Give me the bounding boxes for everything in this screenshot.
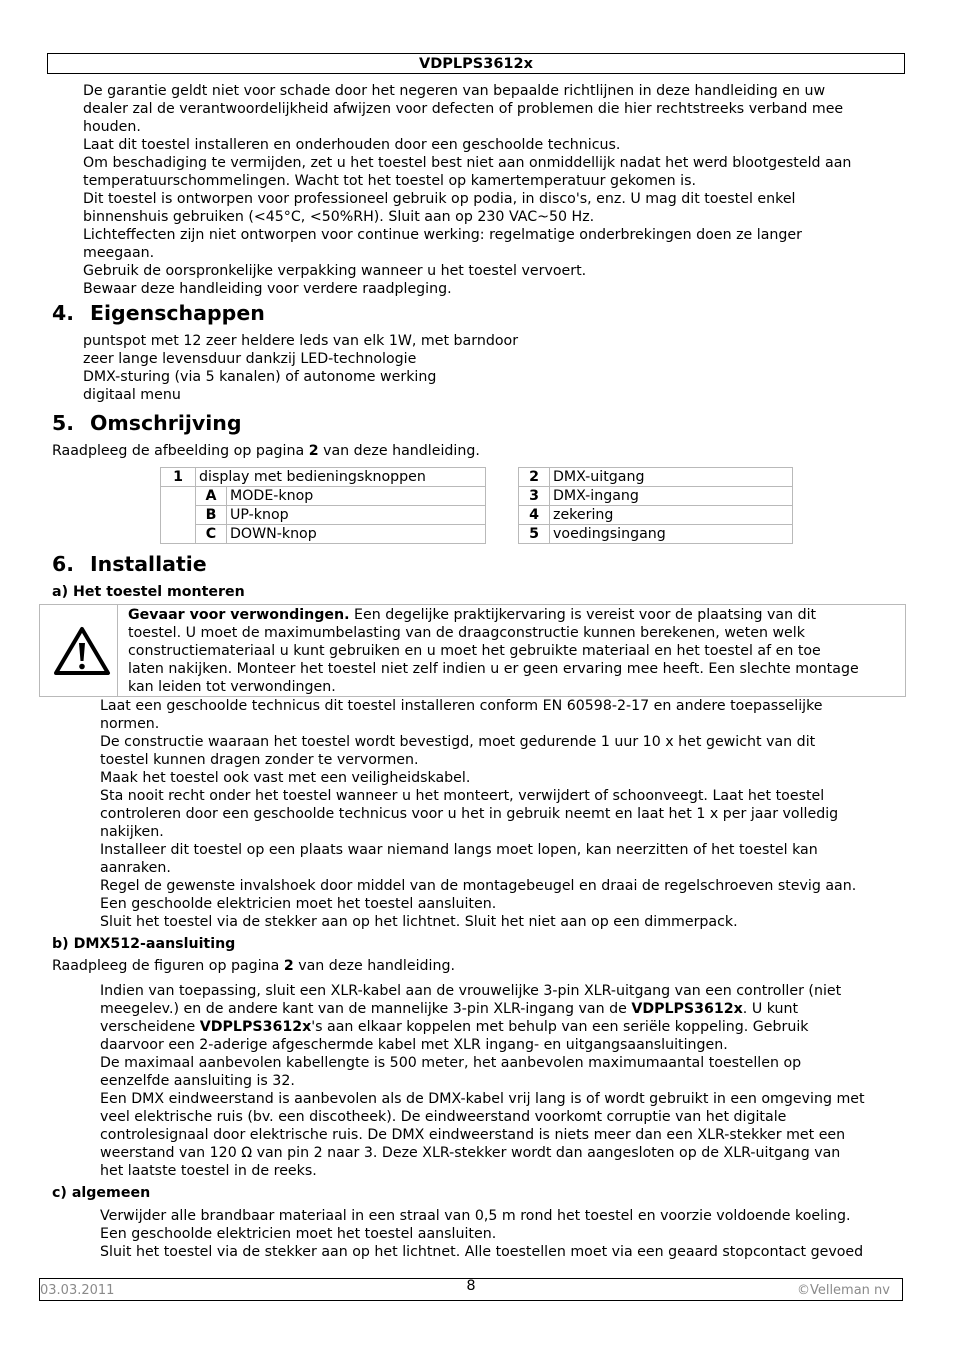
mounting-instructions [100, 697, 856, 931]
ref-text: Raadpleeg de afbeelding op pagina [52, 443, 309, 459]
text-line: De maximaal aanbevolen kabellengte is 500 meter, het aanbevolen maximumaantal toestellen op [100, 1055, 802, 1071]
page-footer [39, 1278, 903, 1301]
dmx-reference [52, 957, 455, 975]
part-letter: B [196, 506, 227, 525]
part-description: MODE-knop [227, 487, 486, 506]
text-line: Indien van toepassing, sluit een XLR-kabel aan de vrouwelijke 3-pin XLR-uitgang van een controller (niet [100, 983, 842, 999]
section-number: 5. [52, 411, 75, 435]
warning-text-line: Een degelijke praktijkervaring is vereist voor de plaatsing van dit [349, 607, 817, 623]
text-line: weerstand van 120 Ω van pin 2 naar 3. Deze XLR-stekker wordt dan aangesloten op de XLR-uitgang van [100, 1145, 841, 1161]
text-line: De constructie waaraan het toestel wordt bevestigd, moet gedurende 1 uur 10 x het gewicht van dit [100, 734, 816, 750]
part-number: 1 [161, 468, 196, 487]
text-line: Een DMX eindweerstand is aanbevolen als de DMX-kabel vrij lang is of wordt gebruikt in een omgeving met [100, 1091, 865, 1107]
text-line: Verwijder alle brandbaar materiaal in een straal van 0,5 m rond het toestel en voorzie voldoende koeling. [100, 1208, 851, 1224]
table-row [519, 487, 793, 506]
text-line: . U kunt [742, 1001, 799, 1017]
text-line: eenzelfde aansluiting is 32. [100, 1073, 295, 1089]
part-description: zekering [550, 506, 793, 525]
text-line: Laat een geschoolde technicus dit toestel installeren conform EN 60598-2-17 en andere toepasselijke [100, 698, 823, 714]
model-name: VDPLPS3612x [631, 1001, 743, 1017]
text-line: binnenshuis gebruiken (<45°C, <50%RH). Sluit aan op 230 VAC~50 Hz. [83, 209, 595, 225]
text-line: aanraken. [100, 860, 171, 876]
text-line: Gebruik de oorspronkelijke verpakking wanneer u het toestel vervoert. [83, 263, 587, 279]
general-instructions [100, 1207, 863, 1261]
section-number: 4. [52, 301, 75, 325]
table-row [519, 525, 793, 544]
text-line: dealer zal de verantwoordelijkheid afwijzen voor defecten of problemen die hier rechtstreeks verband mee [83, 101, 844, 117]
section-4-heading [52, 301, 265, 325]
text-line: Maak het toestel ook vast met een veiligheidskabel. [100, 770, 471, 786]
table-row [161, 487, 486, 506]
text-line: daarvoor een 2-aderige afgeschermde kabel met XLR ingang- en uitgangsaansluitingen. [100, 1037, 728, 1053]
warning-triangle-icon [53, 626, 111, 676]
warning-text-line: kan leiden tot verwondingen. [128, 679, 336, 695]
text-line: Installeer dit toestel op een plaats waar niemand langs moet lopen, kan neerzitten of het toestel kan [100, 842, 818, 858]
text-line: Bewaar deze handleiding voor verdere raadpleging. [83, 281, 452, 297]
part-number [161, 525, 196, 544]
text-line: normen. [100, 716, 160, 732]
subsection-a-heading: a) Het toestel monteren [52, 584, 245, 600]
warning-title: Gevaar voor verwondingen. [128, 607, 350, 623]
text-line: Een geschoolde elektricien moet het toestel aansluiten. [100, 1226, 497, 1242]
feature-item: DMX-sturing (via 5 kanalen) of autonome werking [83, 369, 437, 385]
text-line: Een geschoolde elektricien moet het toestel aansluiten. [100, 896, 497, 912]
section-title: Eigenschappen [90, 301, 265, 325]
part-description: UP-knop [227, 506, 486, 525]
section-title: Installatie [90, 552, 207, 576]
table-row [161, 468, 486, 487]
ref-page-number: 2 [308, 443, 319, 459]
subsection-c-heading: c) algemeen [52, 1185, 151, 1201]
warning-text-line: laten nakijken. Monteer het toestel niet zelf indien u er geen ervaring mee heeft. Een slechte montage [128, 661, 859, 677]
text-line: toestel kunnen dragen zonder te vervormen. [100, 752, 419, 768]
feature-item: puntspot met 12 zeer heldere leds van elk 1W, met barndoor [83, 333, 519, 349]
footer-date: 03.03.2011 [40, 1283, 115, 1298]
ref-page-number: 2 [283, 958, 294, 974]
part-description: DMX-uitgang [550, 468, 793, 487]
parts-table-left [160, 467, 486, 544]
part-letter: C [196, 525, 227, 544]
part-number: 4 [519, 506, 550, 525]
dmx-instructions [100, 982, 865, 1180]
section-5-heading [52, 411, 242, 435]
text-line: nakijken. [100, 824, 164, 840]
text-line: controlesignaal door elektrische ruis. De DMX eindweerstand is niets meer dan een XLR-stekker met een [100, 1127, 846, 1143]
text-line: Sluit het toestel via de stekker aan op het lichtnet. Alle toestellen moet via een geaard stopcontact gevoed [100, 1244, 864, 1260]
parts-table-right [518, 467, 793, 544]
document-header [47, 53, 905, 74]
intro-text [83, 82, 851, 298]
description-reference [52, 442, 480, 460]
text-line: Sta nooit recht onder het toestel wanneer u het monteert, verwijdert of schoonveegt. Laat het toestel [100, 788, 825, 804]
table-row [519, 468, 793, 487]
part-description: DMX-ingang [550, 487, 793, 506]
text-line: 's aan elkaar koppelen met behulp van een seriële koppeling. Gebruik [311, 1019, 809, 1035]
text-line: meegaan. [83, 245, 155, 261]
part-number [161, 487, 196, 506]
text-line: Sluit het toestel via de stekker aan op het lichtnet. Sluit het niet aan op een dimmerpack. [100, 914, 738, 930]
text-line: temperatuurschommelingen. Wacht tot het toestel op kamertemperatuur gekomen is. [83, 173, 697, 189]
table-row [161, 506, 486, 525]
text-line: Lichteffecten zijn niet ontworpen voor continue werking: regelmatige onderbrekingen doen ze langer [83, 227, 802, 243]
text-line: Regel de gewenste invalshoek door middel van de montagebeugel en draai de regelschroeven stevig aan. [100, 878, 857, 894]
part-description: voedingsingang [550, 525, 793, 544]
section-number: 6. [52, 552, 75, 576]
ref-text: van deze handleiding. [293, 958, 455, 974]
part-number [161, 506, 196, 525]
part-description: display met bedieningsknoppen [196, 468, 486, 487]
warning-text-line: constructiemateriaal u kunt gebruiken en u moet het gebruikte materiaal en het toestel af en toe [128, 643, 821, 659]
text-line: Dit toestel is ontworpen voor professioneel gebruik op podia, in disco's, enz. U mag dit toestel enkel [83, 191, 796, 207]
header-title: VDPLPS3612x [419, 56, 533, 72]
feature-item: digitaal menu [83, 387, 181, 403]
part-number: 2 [519, 468, 550, 487]
model-name: VDPLPS3612x [199, 1019, 312, 1035]
text-line: het laatste toestel in de reeks. [100, 1163, 317, 1179]
text-line: meegelev.) en de andere kant van de mannelijke 3-pin XLR-ingang van de [100, 1001, 632, 1017]
part-description: DOWN-knop [227, 525, 486, 544]
warning-text [128, 606, 859, 696]
page-number: 8 [466, 1278, 476, 1294]
section-title: Omschrijving [90, 411, 242, 435]
text-line: De garantie geldt niet voor schade door het negeren van bepaalde richtlijnen in deze handleiding en uw [83, 83, 826, 99]
part-number: 5 [519, 525, 550, 544]
warning-text-line: toestel. U moet de maximumbelasting van de draagconstructie kunnen berekenen, weten welk [128, 625, 805, 641]
warning-box [39, 604, 906, 697]
ref-text: Raadpleeg de figuren op pagina [52, 958, 284, 974]
text-line: controleren door een geschoolde technicus voor u het in gebruik neemt en laat het 1 x per jaar volledig [100, 806, 839, 822]
feature-item: zeer lange levensduur dankzij LED-technologie [83, 351, 417, 367]
part-letter: A [196, 487, 227, 506]
text-line: houden. [83, 119, 141, 135]
text-line: veel elektrische ruis (bv. een discotheek). De eindweerstand voorkomt corruptie van het digitale [100, 1109, 787, 1125]
part-number: 3 [519, 487, 550, 506]
ref-text: van deze handleiding. [318, 443, 480, 459]
text-line: verscheidene [100, 1019, 200, 1035]
footer-copyright: ©Velleman nv [796, 1283, 890, 1298]
features-list [83, 332, 518, 404]
text-line: Om beschadiging te vermijden, zet u het toestel best niet aan onmiddellijk nadat het werd blootgesteld aan [83, 155, 852, 171]
warning-icon-cell [40, 605, 118, 696]
table-row [161, 525, 486, 544]
text-line: Laat dit toestel installeren en onderhouden door een geschoolde technicus. [83, 137, 621, 153]
table-row [519, 506, 793, 525]
section-6-heading [52, 552, 207, 576]
subsection-b-heading: b) DMX512-aansluiting [52, 936, 236, 952]
